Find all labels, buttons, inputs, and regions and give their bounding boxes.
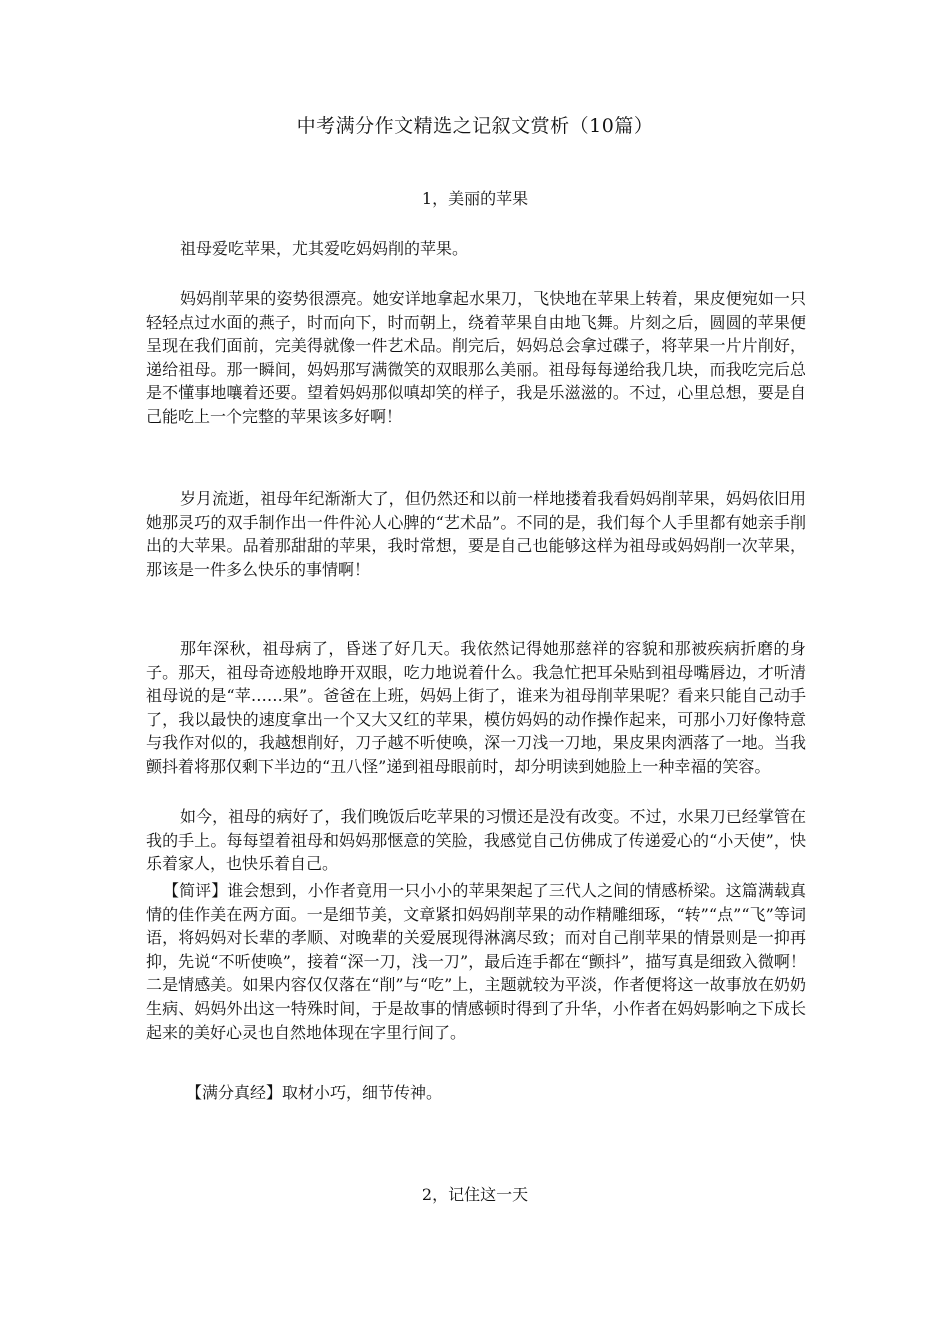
review-paragraph: 【简评】谁会想到，小作者竟用一只小小的苹果架起了三代人之间的情感桥梁。这篇满载真情的佳作美在两方面。一是细节美，文章紧扣妈妈削苹果的动作精雕细琢，“转”“点”“飞”等词语，将妈妈对长辈的孝顺、对晚辈的关爱展现得淋漓尽致；而对自己削苹果的情景则是一抑再抑，先说“不听使唤”，接着“深一刀，浅一刀”，最后连手都在“颤抖”，描写真是细致入微啊！二是情感美。如果内容仅仅落在“削”与“吃”上，主题就较为平淡，作者便将这一故事放在奶奶生病、妈妈外出这一特殊时间，于是故事的情感顿时得到了升华，小作者在妈妈影响之下成长起来的美好心灵也自然地体现在字里行间了。 bbox=[146, 881, 806, 1042]
paragraph-3: 岁月流逝，祖母年纪渐渐大了，但仍然还和以前一样地搂着我看妈妈削苹果，妈妈依旧用她那灵巧的双手制作出一件件沁人心脾的“艺术品”。不同的是，我们每个人手里都有她亲手削出的大苹果。品着那甜甜的苹果，我时常想，要是自己也能够这样为祖母或妈妈削一次苹果，那该是一件多么快乐的事情啊！ bbox=[146, 489, 806, 579]
paragraph-1: 祖母爱吃苹果，尤其爱吃妈妈削的苹果。 bbox=[180, 239, 469, 258]
paragraph-5: 如今，祖母的病好了，我们晚饭后吃苹果的习惯还是没有改变。不过，水果刀已经掌管在我的手上。每每望着祖母和妈妈那惬意的笑脸，我感觉自己仿佛成了传递爱心的“小天使”，快乐着家人，也快乐着自己。 bbox=[146, 807, 806, 874]
document-title: 中考满分作文精选之记叙文赏析（10篇） bbox=[296, 115, 654, 137]
tip-line: 【满分真经】取材小巧，细节传神。 bbox=[186, 1083, 443, 1102]
section-heading-2: 2，记住这一天 bbox=[421, 1185, 529, 1204]
paragraph-4: 那年深秋，祖母病了，昏迷了好几天。我依然记得她那慈祥的容貌和那被疾病折磨的身子。那天，祖母奇迹般地睁开双眼，吃力地说着什么。我急忙把耳朵贴到祖母嘴唇边，才听清祖母说的是“苹……果”。爸爸在上班，妈妈上街了，谁来为祖母削苹果呢？看来只能自己动手了，我以最快的速度拿出一个又大又红的苹果，模仿妈妈的动作操作起来，可那小刀好像特意与我作对似的，我越想削好，刀子越不听使唤，深一刀浅一刀地，果皮果肉洒落了一地。当我颤抖着将那仅剩下半边的“丑八怪”递到祖母眼前时，却分明读到她脸上一种幸福的笑容。 bbox=[146, 639, 806, 776]
section-heading-1: 1，美丽的苹果 bbox=[421, 189, 529, 208]
paragraph-2: 妈妈削苹果的姿势很漂亮。她安详地拿起水果刀，飞快地在苹果上转着，果皮便宛如一只轻轻点过水面的燕子，时而向下，时而朝上，绕着苹果自由地飞舞。片刻之后，圆圆的苹果便呈现在我们面前，完美得就像一件艺术品。削完后，妈妈总会拿过碟子，将苹果一片片削好，递给祖母。那一瞬间，妈妈那写满微笑的双眼那么美丽。祖母每每递给我几块，而我吃完后总是不懂事地嚷着还要。望着妈妈那似嗔却笑的样子，我是乐滋滋的。不过，心里总想，要是自己能吃上一个完整的苹果该多好啊！ bbox=[146, 289, 806, 426]
